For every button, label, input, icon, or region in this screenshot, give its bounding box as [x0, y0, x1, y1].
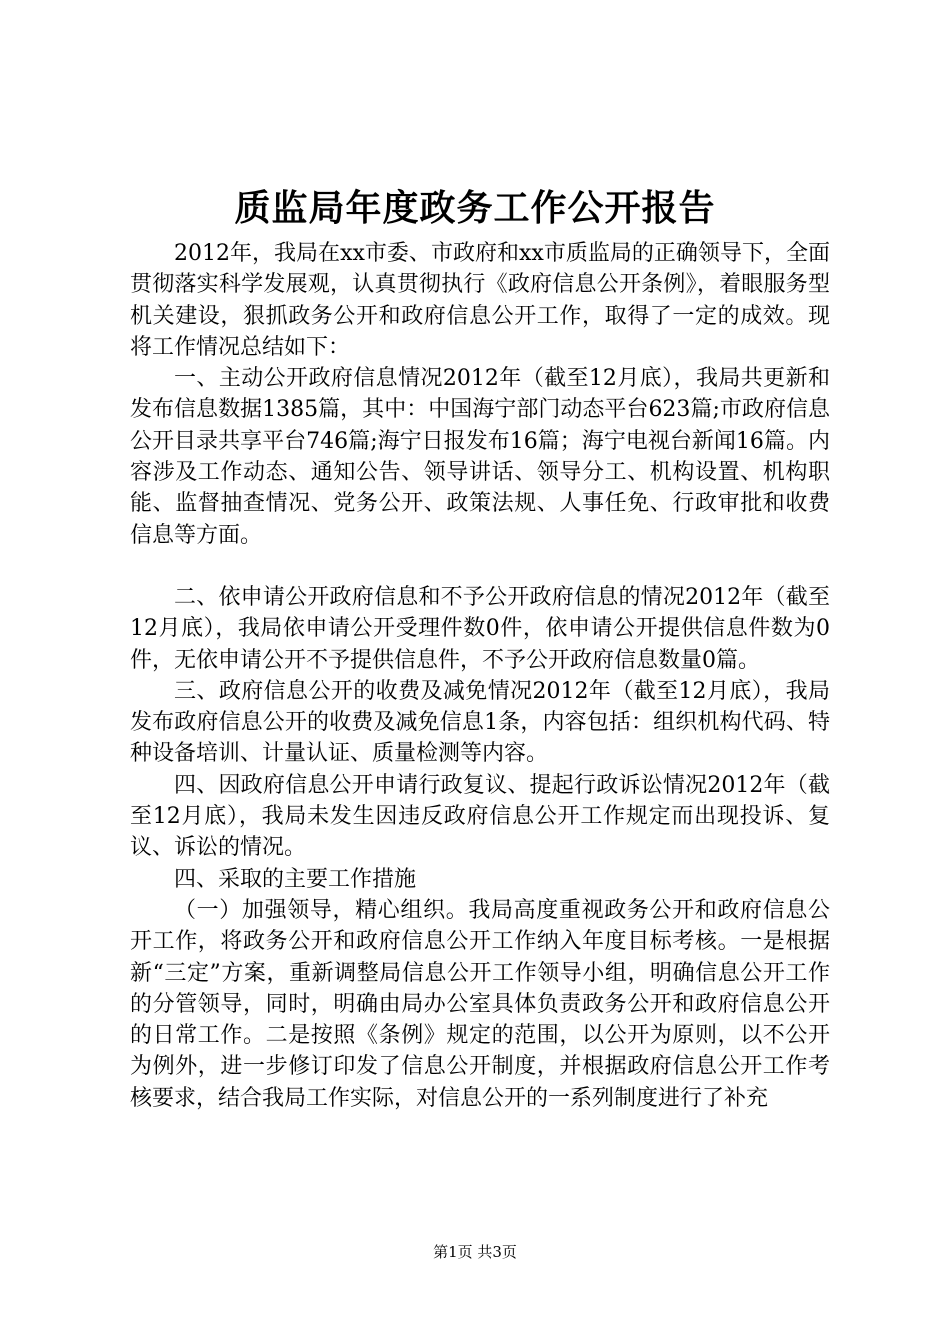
document-title: 质监局年度政务工作公开报告: [234, 187, 716, 229]
measure-one-paragraph: （一）加强领导，精心组织。我局高度重视政务公开和政府信息公开工作，将政务公开和政府信息公开工作纳入年度目标考核。一是根据新“三定”方案，重新调整局信息公开工作领导小组，明确信息公开工作的分管领导，同时，明确由局办公室具体负责政务公开和政府信息公开的日常工作。二是按照《条例》规定的范围，以公开为原则，以不公开为例外，进一步修订印发了信息公开制度，并根据政府信息公开工作考核要求，结合我局工作实际，对信息公开的一系列制度进行了补充: [130, 897, 830, 1111]
document-body: [130, 238, 830, 1114]
section-one-paragraph: 一、主动公开政府信息情况2012年（截至12月底），我局共更新和发布信息数据1385篇，其中：中国海宁部门动态平台623篇;市政府信息公开目录共享平台746篇;海宁日报发布16篇；海宁电视台新闻16篇。内容涉及工作动态、通知公告、领导讲话、领导分工、机构设置、机构职能、监督抽查情况、党务公开、政策法规、人事任免、行政审批和收费信息等方面。: [130, 366, 830, 548]
section-three-paragraph: 三、政府信息公开的收费及减免情况2012年（截至12月底），我局发布政府信息公开的收费及减免信息1条，内容包括：组织机构代码、特种设备培训、计量认证、质量检测等内容。: [130, 678, 830, 767]
measures-heading: 四、采取的主要工作措施: [174, 866, 417, 892]
section-four-paragraph: 四、因政府信息公开申请行政复议、提起行政诉讼情况2012年（截至12月底），我局未发生因违反政府信息公开工作规定而出现投诉、复议、诉讼的情况。: [130, 772, 830, 861]
intro-paragraph: 2012年，我局在xx市委、市政府和xx市质监局的正确领导下，全面贯彻落实科学发展观，认真贯彻执行《政府信息公开条例》，着眼服务型机关建设，狠抓政务公开和政府信息公开工作，取得了一定的成效。现将工作情况总结如下：: [130, 241, 830, 360]
page-number-footer: 第1页 共3页: [433, 1243, 517, 1261]
section-two-paragraph: 二、依申请公开政府信息和不予公开政府信息的情况2012年（截至12月底），我局依申请公开受理件数0件，依申请公开提供信息件数为0件，无依申请公开不予提供信息件，不予公开政府信息数量0篇。: [130, 584, 830, 673]
